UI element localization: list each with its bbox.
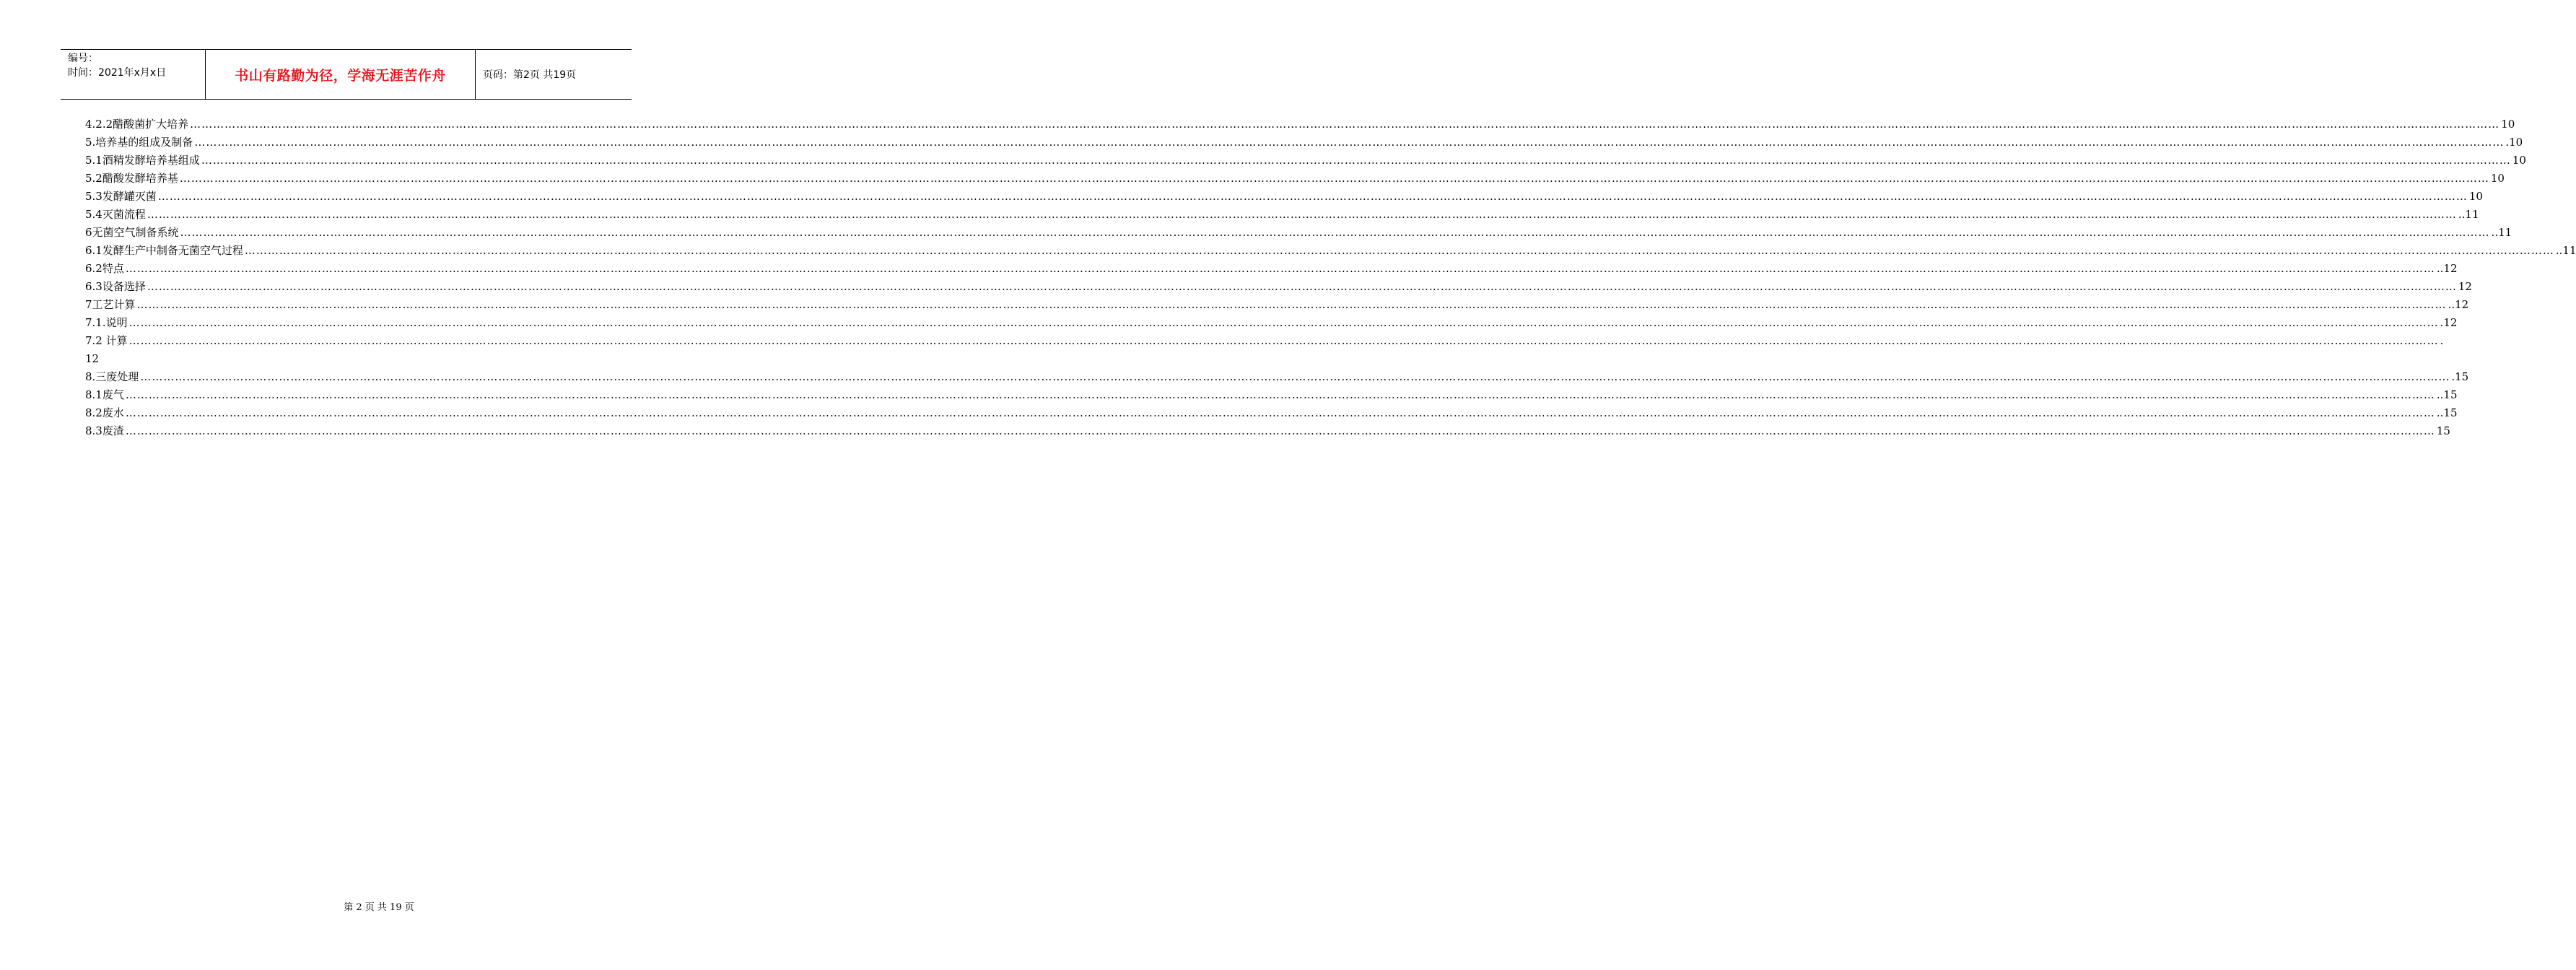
toc-entry-label: 7工艺计算 bbox=[85, 298, 136, 311]
toc-entry-page: ..11 bbox=[2491, 226, 2512, 239]
toc-entry-page: ..15 bbox=[2436, 406, 2458, 419]
header-motto: 书山有路勤为径，学海无涯苦作舟 bbox=[206, 50, 476, 99]
toc-entry[interactable] bbox=[85, 404, 2458, 422]
toc-entry-page: 10 bbox=[2512, 154, 2526, 167]
toc-entry-label: 8.3废渣 bbox=[85, 424, 124, 437]
toc-entry-label: 5.培养基的组成及制备 bbox=[85, 136, 193, 149]
toc-entry[interactable] bbox=[85, 350, 606, 368]
toc-leader-dots: …………………………………………………………………………………………………………………………………………………………………………………………………………………………………………………………………………………………………………………………………………………………………………………………………………………………………………………………………………………………………………………………………………………… bbox=[147, 208, 2457, 221]
page-footer: 第 2 页 共 19 页 bbox=[344, 902, 414, 913]
toc-entry-page: ..11 bbox=[2555, 244, 2576, 257]
toc-entry-label: 5.4灭菌流程 bbox=[85, 208, 146, 221]
toc-entry[interactable] bbox=[85, 115, 2515, 134]
toc-leader-dots: …………………………………………………………………………………………………………………………………………………………………………………………………………………………………………………………………………………………………………………………………………………………………………………………………………………………………………………………………………………………………………………………………………………… bbox=[194, 136, 2505, 149]
toc-leader-dots: …………………………………………………………………………………………………………………………………………………………………………………………………………………………………………………………………………………………………………………………………………………………………………………………………………………………………………………………………………………………………………………………………………………… bbox=[140, 370, 2450, 383]
toc-entry-label: 5.3发酵罐灭菌 bbox=[85, 190, 157, 203]
toc-entry-page: .12 bbox=[2440, 316, 2458, 329]
page-header bbox=[61, 49, 632, 100]
toc-entry[interactable] bbox=[85, 314, 2458, 332]
toc-entry-label: 6无菌空气制备系统 bbox=[85, 226, 179, 239]
toc-leader-dots: …………………………………………………………………………………………………………………………………………………………………………………………………………………………………………………………………………………………………………………………………………………………………………………………………………………………………………………………………………………………………………………………………………………… bbox=[125, 406, 2435, 419]
toc-leader-dots: …………………………………………………………………………………………………………………………………………………………………………………………………………………………………………………………………………………………………………………………………………………………………………………………………………………………………………………………………………………………………………………………………………………… bbox=[179, 172, 2489, 185]
toc-entry[interactable] bbox=[85, 332, 2444, 350]
toc-entry-page: 15 bbox=[2436, 424, 2450, 437]
toc-leader-dots: …………………………………………………………………………………………………………………………………………………………………………………………………………………………………………………………………………………………………………………………………………………………………………………………………………………………………………………………………………………………………………………………………………………… bbox=[244, 244, 2554, 257]
toc-entry[interactable] bbox=[85, 170, 2505, 188]
toc-entry-label: 8.三废处理 bbox=[85, 370, 139, 383]
toc-entry-page: ..15 bbox=[2436, 388, 2458, 401]
toc-entry[interactable] bbox=[85, 188, 2483, 206]
toc-entry-page: 10 bbox=[2490, 172, 2505, 185]
toc-entry[interactable] bbox=[85, 278, 2472, 296]
toc-entry-label: 6.3设备选择 bbox=[85, 280, 146, 293]
toc-entry-label: 8.2废水 bbox=[85, 406, 124, 419]
toc-entry-label: 8.1废气 bbox=[85, 388, 124, 401]
toc-entry[interactable] bbox=[85, 152, 2526, 170]
toc-entry-label: 5.2醋酸发酵培养基 bbox=[85, 172, 178, 185]
toc-entry-page: ..12 bbox=[2436, 262, 2458, 275]
toc-entry[interactable] bbox=[85, 422, 2450, 440]
header-page-info: 页码：第2页 共19页 bbox=[483, 69, 577, 81]
toc-entry-page: ..12 bbox=[2448, 298, 2469, 311]
table-of-contents bbox=[85, 115, 2576, 440]
toc-leader-dots: …………………………………………………………………………………………………………………………………………………………………………………………………………………………………………………………………………………………………………………………………………………………………………………………………………………………………………………………………………………………………………………………………………………… bbox=[125, 262, 2435, 275]
toc-entry-label: 4.2.2醋酸菌扩大培养 bbox=[85, 118, 189, 131]
toc-leader-dots: …………………………………………………………………………………………………………………………………………………………………………………………………………………………………………………………………………………………………………………………………………………………………………………………………………………………………………………………………………………………………………………………………………………… bbox=[125, 424, 2435, 437]
toc-entry[interactable] bbox=[85, 242, 2576, 260]
toc-entry[interactable] bbox=[85, 224, 2512, 242]
time-label: 时间：2021年x月x日 bbox=[68, 67, 167, 79]
toc-entry-label: 6.1发酵生产中制备无菌空气过程 bbox=[85, 244, 243, 257]
toc-leader-dots: …………………………………………………………………………………………………………………………………………………………………………………………………………………………………………………………………………………………………………………………………………………………………………………………………………………………………………………………………………………………………………………………………………………… bbox=[128, 334, 2439, 347]
header-meta bbox=[61, 50, 206, 99]
toc-entry-page: 12 bbox=[2458, 280, 2472, 293]
toc-entry-label: 7.2 计算 bbox=[85, 334, 128, 347]
toc-entry[interactable] bbox=[85, 368, 2469, 386]
toc-leader-dots: …………………………………………………………………………………………………………………………………………………………………………………………………………………………………………………………………………………………………………………………………………………………………………………………………………………………………………………………………………………………………………………………………………………… bbox=[180, 226, 2490, 239]
toc-entry[interactable] bbox=[85, 386, 2458, 404]
toc-entry[interactable] bbox=[85, 134, 2523, 152]
toc-entry[interactable] bbox=[85, 206, 2479, 224]
toc-entry-label: 12 bbox=[85, 352, 100, 365]
toc-entry-page: . bbox=[2440, 334, 2444, 347]
toc-leader-dots: …………………………………………………………………………………………………………………………………………………………………………………………………………………………………………………………………………………………………………………………………………………………………………………………………………………………………………………………………………………………………………………………………………………… bbox=[190, 118, 2500, 131]
toc-entry-page: .15 bbox=[2451, 370, 2469, 383]
toc-leader-dots: …………………………………………………………………………………………………………………………………………………………………………………………………………………………………………………………………………………………………………………………………………………………………………………………………………………………………………………………………………………………………………………………………………………… bbox=[147, 280, 2457, 293]
number-label: 编号： bbox=[68, 53, 98, 64]
toc-leader-dots: …………………………………………………………………………………………………………………………………………………………………………………………………………………………………………………………………………………………………………………………………………………………………………………………………………………………………………………………………………………………………………………………………………………… bbox=[125, 388, 2435, 401]
toc-entry-page: 10 bbox=[2501, 118, 2515, 131]
toc-leader-dots: …………………………………………………………………………………………………………………………………………………………………………………………………………………………………………………………………………………………………………………………………………………………………………………………………………………………………………………………………………………………………………………………………………………… bbox=[136, 298, 2447, 311]
toc-entry-label: 5.1酒精发酵培养基组成 bbox=[85, 154, 200, 167]
toc-entry-label: 7.1.说明 bbox=[85, 316, 128, 329]
toc-leader-dots: …………………………………………………………………………………………………………………………………………………………………………………………………………………………………………………………………………………………………………………………………………………………………………………………………………………………………………………………………………………………………………………………………………………… bbox=[157, 190, 2468, 203]
toc-leader-dots: …………………………………………………………………………………………………………………………………………………………………………………………………………………………………………………………………………………………………………………………………………………………………………………………………………………………………………………………………………………………………………………………………………………… bbox=[128, 316, 2439, 329]
toc-entry-label: 6.2特点 bbox=[85, 262, 124, 275]
toc-entry[interactable] bbox=[85, 260, 2458, 278]
toc-entry-page: .10 bbox=[2505, 136, 2523, 149]
toc-entry[interactable] bbox=[85, 296, 2469, 314]
toc-entry-page: 10 bbox=[2468, 190, 2483, 203]
toc-entry-page: ..11 bbox=[2458, 208, 2479, 221]
toc-leader-dots: …………………………………………………………………………………………………………………………………………………………………………………………………………………………………………………………………………………………………………………………………………………………………………………………………………………………………………………………………………………………………………………………………………………… bbox=[201, 154, 2511, 167]
